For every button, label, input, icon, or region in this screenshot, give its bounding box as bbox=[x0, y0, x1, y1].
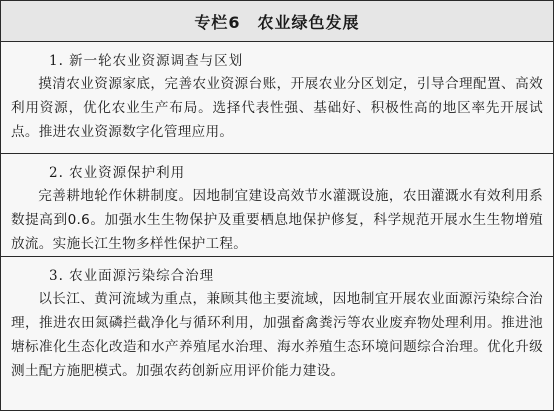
column-title: 专栏6 农业绿色发展 bbox=[1, 1, 553, 42]
section-title: 1. 新一轮农业资源调查与区划 bbox=[49, 53, 244, 69]
section-resource-survey bbox=[1, 42, 553, 154]
section-title: 3. 农业面源污染综合治理 bbox=[49, 268, 215, 284]
section-title: 2. 农业资源保护利用 bbox=[49, 165, 186, 181]
section-body: 摸清农业资源家底，完善农业资源台账，开展农业分区划定，引导合理配置、高效利用资源，优化农业生产布局。选择代表性强、基础好、积极性高的地区率先开展试点。推进农业资源数字化管理应用。 bbox=[11, 76, 543, 140]
section-pollution-control bbox=[1, 257, 553, 410]
section-body: 完善耕地轮作休耕制度。因地制宜建设高效节水灌溉设施，农田灌溉水有效利用系数提高到0.6。加强水生生物保护及重要栖息地保护修复，科学规范开展水生生物增殖放流。实施长江生物多样性保护工程。 bbox=[11, 188, 543, 252]
section-body: 以长江、黄河流域为重点，兼顾其他主要流域，因地制宜开展农业面源污染综合治理，推进农田氮磷拦截净化与循环利用，加强畜禽粪污等农业废弃物处理利用。推进池塘标准化生态化改造和水产养殖尾水治理、海水养殖生态环境问题综合治理。优化升级测土配方施肥模式。加强农药创新应用评价能力建设。 bbox=[11, 291, 543, 379]
section-resource-protection bbox=[1, 154, 553, 257]
